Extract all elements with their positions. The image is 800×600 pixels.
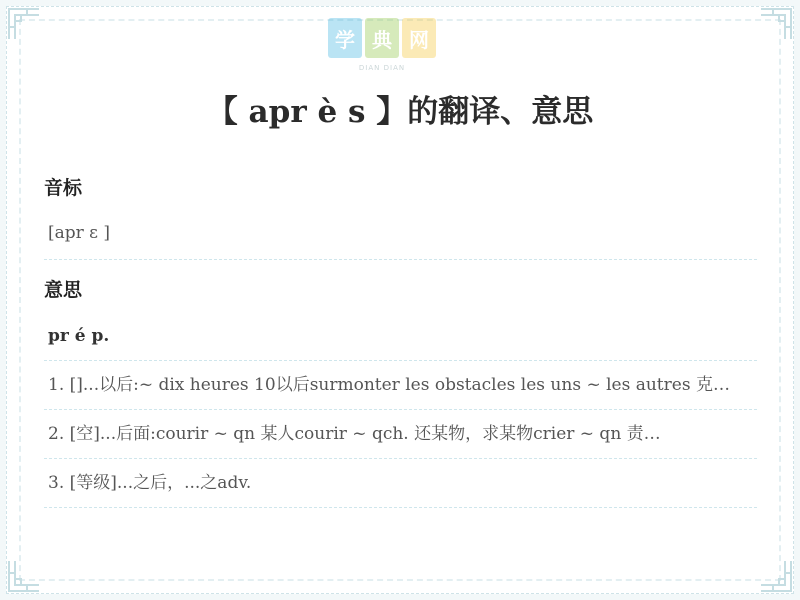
meaning-item[interactable]: 1. []...以后:~ dix heures 10以后surmonter les obstacles les uns ~ les autres 克…: [44, 361, 757, 410]
entry-content: [44, 170, 757, 508]
phonetic-value: [apr ɛ ]: [44, 206, 757, 260]
logo-char-2: 典: [365, 18, 399, 58]
phonetic-heading: 音标: [44, 177, 83, 199]
corner-ornament-icon: [7, 7, 41, 41]
corner-ornament-icon: [759, 7, 793, 41]
logo-subtitle: DIAN DIAN: [358, 64, 406, 72]
site-logo[interactable]: [328, 18, 436, 76]
logo-blocks: [328, 18, 436, 58]
meaning-heading: 意思: [44, 279, 83, 301]
meaning-item[interactable]: 3. [等级]...之后，...之adv.: [44, 459, 757, 508]
part-of-speech: pr é p.: [44, 308, 757, 361]
logo-char-1: 学: [328, 18, 362, 58]
corner-ornament-icon: [7, 559, 41, 593]
corner-ornament-icon: [759, 559, 793, 593]
meaning-item[interactable]: 2. [空]...后面:courir ~ qn 某人courir ~ qch. 还某物，求某物crier ~ qn 责…: [44, 410, 757, 459]
spacer: [44, 260, 757, 272]
page-title: 【 apr è s 】的翻译、意思: [206, 94, 594, 130]
logo-char-3: 网: [402, 18, 436, 58]
